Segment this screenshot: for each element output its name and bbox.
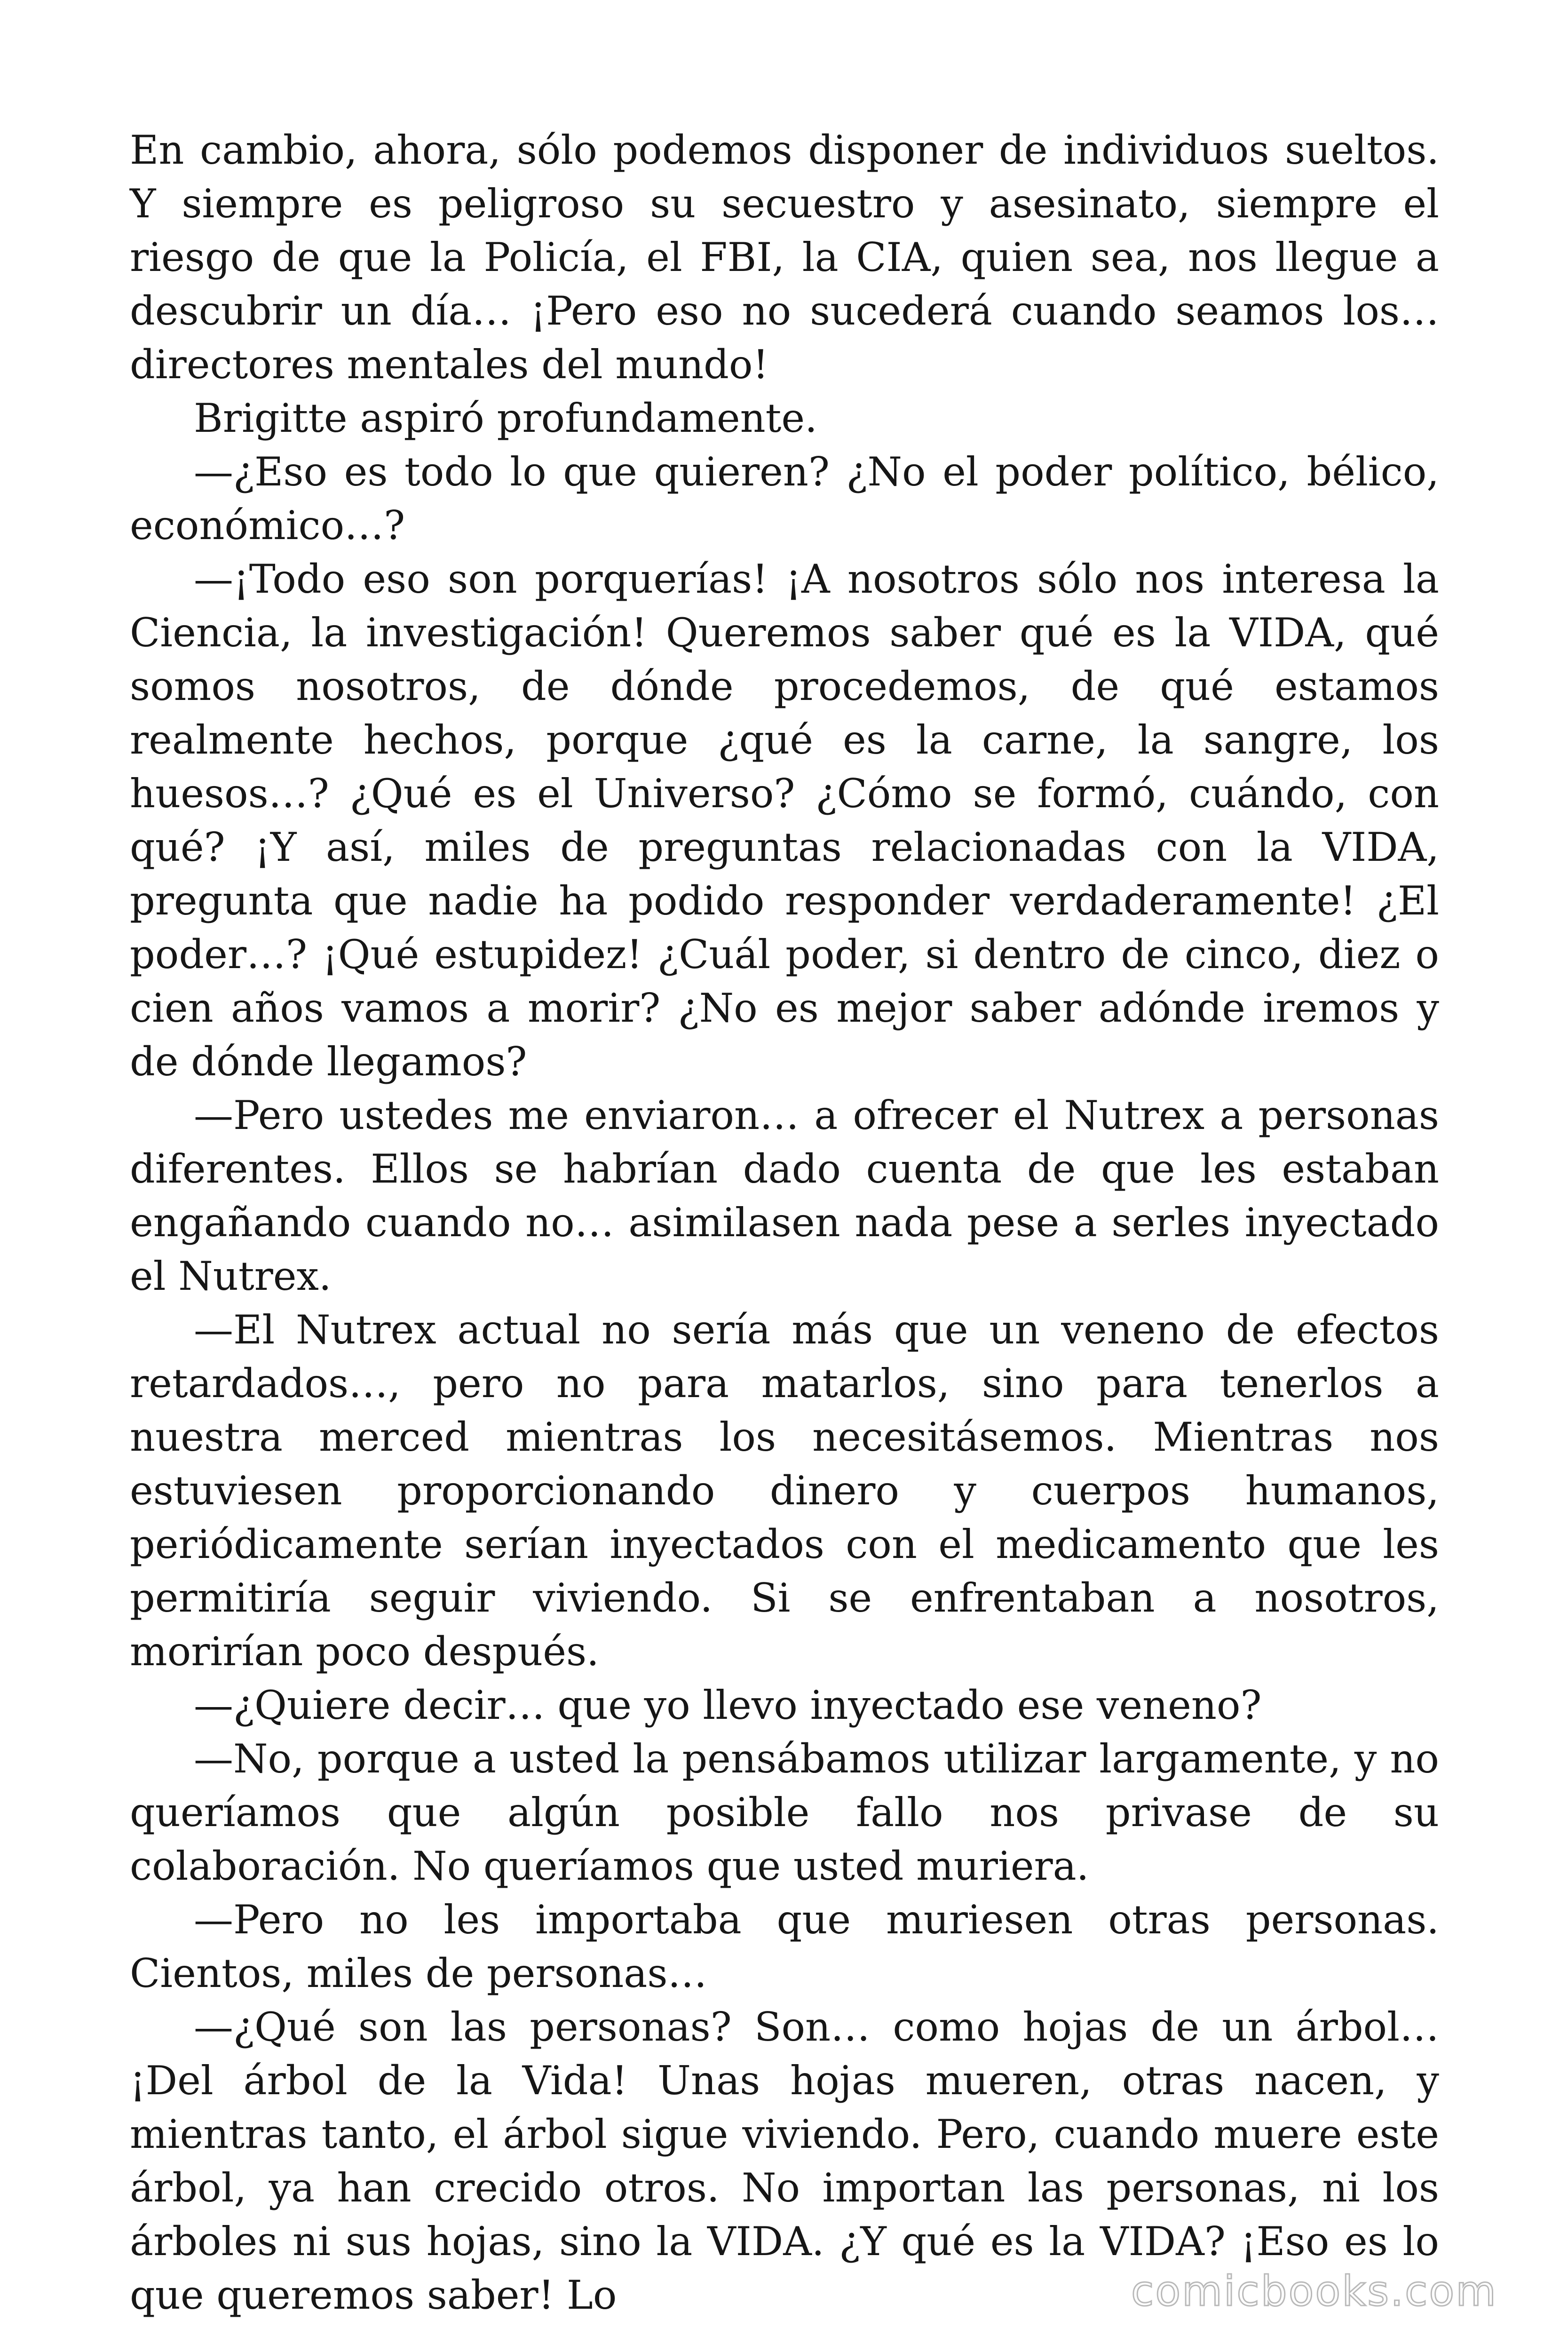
site-watermark: comicbooks.com (1131, 2267, 1497, 2315)
paragraph-9: —Pero no les importaba que muriesen otras personas. Cientos, miles de personas… (130, 1897, 1439, 1996)
paragraph-2: Brigitte aspiró profundamente. (194, 395, 817, 441)
paragraph-8: —No, porque a usted la pensábamos utilizar largamente, y no queríamos que algún posible fallo nos privase de su colaboración. No queríamos que usted muriera. (130, 1736, 1439, 1889)
paragraph-4: —¡Todo eso son porquerías! ¡A nosotros sólo nos interesa la Ciencia, la investigación! Queremos saber qué es la VIDA, qué somos nosotros, de dónde procedemos, de qué estamos realmente hechos, porque ¿qué es la carne, la sangre, los huesos…? ¿Qué es el Universo? ¿Cómo se formó, cuándo, con qué? ¡Y así, miles de preguntas relacionadas con la VIDA, pregunta que nadie ha podido responder verdaderamente! ¿El poder…? ¡Qué estupidez! ¿Cuál poder, si dentro de cinco, diez o cien años vamos a morir? ¿No es mejor saber adónde iremos y de dónde llegamos? (130, 556, 1439, 1085)
paragraph-6: —El Nutrex actual no sería más que un veneno de efectos retardados…, pero no para matarlos, sino para tenerlos a nuestra merced mientras los necesitásemos. Mientras nos estuviesen proporcionando dinero y cuerpos humanos, periódicamente serían inyectados con el medicamento que les permitiría seguir viviendo. Si se enfrentaban a nosotros, morirían poco después. (130, 1307, 1439, 1675)
paragraph-1: En cambio, ahora, sólo podemos disponer de individuos sueltos. Y siempre es peligroso su secuestro y asesinato, siempre el riesgo de que la Policía, el FBI, la CIA, quien sea, nos llegue a descubrir un día… ¡Pero eso no sucederá cuando seamos los… directores mentales del mundo! (130, 127, 1439, 388)
paragraph-5: —Pero ustedes me enviaron… a ofrecer el Nutrex a personas diferentes. Ellos se habrían dado cuenta de que les estaban engañando cuando no… asimilasen nada pese a serles inyectado el Nutrex. (130, 1092, 1439, 1299)
paragraph-10: —¿Qué son las personas? Son… como hojas de un árbol… ¡Del árbol de la Vida! Unas hojas mueren, otras nacen, y mientras tanto, el árbol sigue viviendo. Pero, cuando muere este árbol, ya han crecido otros. No importan las personas, ni los árboles ni sus hojas, sino la VIDA. ¿Y qué es la VIDA? ¡Eso es lo que queremos saber! Lo (130, 2004, 1439, 2318)
page-body-text (130, 123, 1439, 2322)
paragraph-7: —¿Quiere decir… que yo llevo inyectado ese veneno? (194, 1682, 1262, 1728)
paragraph-3: —¿Eso es todo lo que quieren? ¿No el poder político, bélico, económico…? (130, 449, 1439, 548)
